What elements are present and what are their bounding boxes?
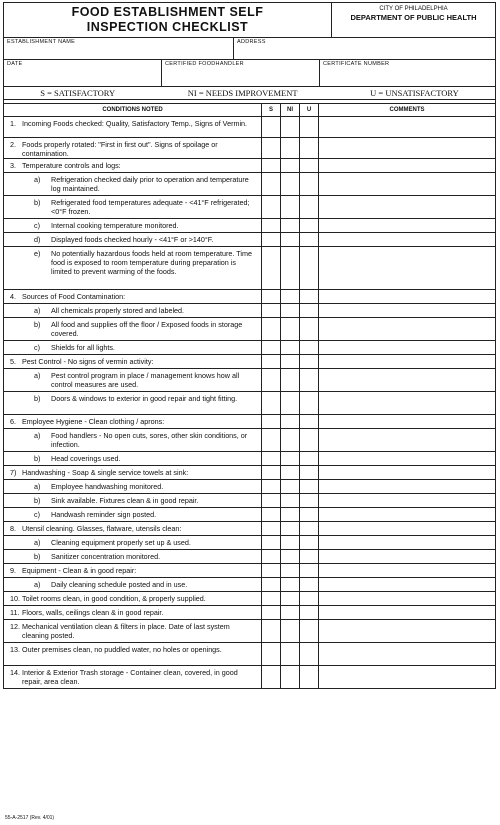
comments-cell[interactable] xyxy=(319,415,495,428)
item-number: 4. xyxy=(10,292,16,301)
u-checkbox[interactable] xyxy=(300,452,319,465)
item-number: b) xyxy=(34,496,41,505)
item-text: Pest Control - No signs of vermin activity: xyxy=(22,357,154,366)
s-checkbox[interactable] xyxy=(262,138,281,158)
item-number: 3. xyxy=(10,161,16,170)
item-number: a) xyxy=(34,371,41,380)
item-number: a) xyxy=(34,580,41,589)
establishment-row xyxy=(4,38,495,60)
ni-checkbox[interactable] xyxy=(281,233,300,246)
condition-cell xyxy=(4,159,262,172)
comments-cell[interactable] xyxy=(319,606,495,619)
checklist-row xyxy=(4,643,495,666)
item-text: Equipment - Clean & in good repair: xyxy=(22,566,137,575)
ni-checkbox[interactable] xyxy=(281,318,300,340)
condition-cell xyxy=(4,369,262,391)
item-number: 9. xyxy=(10,566,16,575)
condition-cell xyxy=(4,138,262,158)
condition-cell xyxy=(4,480,262,493)
u-checkbox[interactable] xyxy=(300,159,319,172)
ni-checkbox[interactable] xyxy=(281,480,300,493)
u-checkbox[interactable] xyxy=(300,606,319,619)
title-line-2: INSPECTION CHECKLIST xyxy=(86,20,249,34)
ni-checkbox[interactable] xyxy=(281,536,300,549)
comments-cell[interactable] xyxy=(319,304,495,317)
condition-cell xyxy=(4,494,262,507)
item-text: Handwash reminder sign posted. xyxy=(51,510,157,519)
s-checkbox[interactable] xyxy=(262,564,281,577)
u-header: U xyxy=(300,104,319,116)
comments-cell[interactable] xyxy=(319,173,495,195)
checklist-row xyxy=(4,341,495,355)
ni-checkbox[interactable] xyxy=(281,429,300,451)
condition-cell xyxy=(4,392,262,414)
comments-cell[interactable] xyxy=(319,117,495,137)
checklist-row xyxy=(4,429,495,452)
item-text: Interior & Exterior Trash storage - Container clean, covered, in good repair, area clean. xyxy=(22,668,238,686)
city-label: CITY OF PHILADELPHIA xyxy=(379,6,448,12)
item-text: Sanitizer concentration monitored. xyxy=(51,552,161,561)
s-checkbox[interactable] xyxy=(262,452,281,465)
comments-cell[interactable] xyxy=(319,620,495,642)
comments-header: COMMENTS xyxy=(389,107,425,113)
comments-cell[interactable] xyxy=(319,466,495,479)
item-number: 11. xyxy=(10,608,20,617)
item-number: e) xyxy=(34,249,41,258)
checklist-row xyxy=(4,392,495,415)
u-checkbox[interactable] xyxy=(300,247,319,289)
s-checkbox[interactable] xyxy=(262,666,281,688)
checklist-row xyxy=(4,304,495,318)
s-checkbox[interactable] xyxy=(262,592,281,605)
ni-checkbox[interactable] xyxy=(281,606,300,619)
u-checkbox[interactable] xyxy=(300,620,319,642)
comments-cell[interactable] xyxy=(319,138,495,158)
checklist-row xyxy=(4,159,495,173)
ni-checkbox[interactable] xyxy=(281,159,300,172)
item-text: Toilet rooms clean, in good condition, & properly supplied. xyxy=(22,594,206,603)
s-checkbox[interactable] xyxy=(262,536,281,549)
item-number: b) xyxy=(34,394,41,403)
item-text: Handwashing - Soap & single service towels at sink: xyxy=(22,468,189,477)
ni-checkbox[interactable] xyxy=(281,550,300,563)
item-number: 14. xyxy=(10,668,20,677)
s-checkbox[interactable] xyxy=(262,219,281,232)
item-number: a) xyxy=(34,482,41,491)
u-checkbox[interactable] xyxy=(300,173,319,195)
rating-legend xyxy=(4,87,495,100)
u-checkbox[interactable] xyxy=(300,536,319,549)
form-number: 55-A-2517 (Rev. 4/01) xyxy=(5,815,55,821)
ni-checkbox[interactable] xyxy=(281,466,300,479)
item-number: 5. xyxy=(10,357,16,366)
establishment-name-field[interactable]: ESTABLISHMENT NAME xyxy=(4,38,234,59)
checklist-row xyxy=(4,666,495,688)
condition-cell xyxy=(4,304,262,317)
s-checkbox[interactable] xyxy=(262,620,281,642)
condition-cell xyxy=(4,620,262,642)
comments-cell[interactable] xyxy=(319,392,495,414)
item-text: Sources of Food Contamination: xyxy=(22,292,126,301)
u-checkbox[interactable] xyxy=(300,138,319,158)
ni-checkbox[interactable] xyxy=(281,578,300,591)
column-headers xyxy=(4,104,495,117)
item-text: Mechanical ventilation clean & filters in place. Date of last system cleaning posted. xyxy=(22,622,230,640)
condition-cell xyxy=(4,466,262,479)
item-text: Utensil cleaning. Glasses, flatware, utensils clean: xyxy=(22,524,182,533)
s-checkbox[interactable] xyxy=(262,494,281,507)
ni-checkbox[interactable] xyxy=(281,369,300,391)
ni-checkbox[interactable] xyxy=(281,117,300,137)
s-checkbox[interactable] xyxy=(262,304,281,317)
condition-cell xyxy=(4,173,262,195)
condition-cell xyxy=(4,592,262,605)
comments-cell[interactable] xyxy=(319,452,495,465)
ni-header: NI xyxy=(281,104,300,116)
certificate-number-field[interactable]: CERTIFICATE NUMBER xyxy=(323,61,390,67)
comments-cell[interactable] xyxy=(319,341,495,354)
item-number: 1. xyxy=(10,119,16,128)
ni-checkbox[interactable] xyxy=(281,522,300,535)
item-text: Daily cleaning schedule posted and in use. xyxy=(51,580,188,589)
item-text: Floors, walls, ceilings clean & in good repair. xyxy=(22,608,164,617)
legend-unsatisfactory: U = UNSATISFACTORY xyxy=(370,88,459,98)
u-checkbox[interactable] xyxy=(300,304,319,317)
item-number: 10. xyxy=(10,594,20,603)
s-checkbox[interactable] xyxy=(262,429,281,451)
ni-checkbox[interactable] xyxy=(281,592,300,605)
checklist-row xyxy=(4,138,495,159)
item-text: Food handlers - No open cuts, sores, other skin conditions, or infection. xyxy=(51,431,248,449)
item-text: No potentially hazardous foods held at room temperature. Time food is exposed to room temperature during preparation is limited to prevent warming of the foods. xyxy=(51,249,252,276)
condition-cell xyxy=(4,117,262,137)
u-checkbox[interactable] xyxy=(300,643,319,665)
address-field[interactable]: ADDRESS xyxy=(237,39,266,45)
u-checkbox[interactable] xyxy=(300,564,319,577)
date-row xyxy=(4,60,495,87)
ni-checkbox[interactable] xyxy=(281,564,300,577)
item-number: b) xyxy=(34,552,41,561)
condition-cell xyxy=(4,666,262,688)
u-checkbox[interactable] xyxy=(300,318,319,340)
item-number: 12. xyxy=(10,622,20,631)
item-number: d) xyxy=(34,235,41,244)
s-checkbox[interactable] xyxy=(262,117,281,137)
condition-cell xyxy=(4,508,262,521)
checklist-row xyxy=(4,173,495,196)
item-number: c) xyxy=(34,221,40,230)
conditions-header: CONDITIONS NOTED xyxy=(4,104,262,116)
comments-cell[interactable] xyxy=(319,355,495,368)
comments-cell[interactable] xyxy=(319,219,495,232)
condition-cell xyxy=(4,606,262,619)
item-number: b) xyxy=(34,454,41,463)
ni-checkbox[interactable] xyxy=(281,138,300,158)
s-checkbox[interactable] xyxy=(262,415,281,428)
u-checkbox[interactable] xyxy=(300,117,319,137)
item-number: 2. xyxy=(10,140,16,149)
ni-checkbox[interactable] xyxy=(281,494,300,507)
condition-cell xyxy=(4,429,262,451)
item-number: 13. xyxy=(10,645,20,654)
item-text: Outer premises clean, no puddled water, no holes or openings. xyxy=(22,645,222,654)
condition-cell xyxy=(4,415,262,428)
u-checkbox[interactable] xyxy=(300,494,319,507)
checklist-row xyxy=(4,369,495,392)
condition-cell xyxy=(4,550,262,563)
checklist-row xyxy=(4,247,495,290)
comments-cell[interactable] xyxy=(319,480,495,493)
u-checkbox[interactable] xyxy=(300,369,319,391)
checklist-row xyxy=(4,620,495,643)
legend-satisfactory: S = SATISFACTORY xyxy=(40,88,116,98)
u-checkbox[interactable] xyxy=(300,666,319,688)
u-checkbox[interactable] xyxy=(300,480,319,493)
item-number: 7) xyxy=(10,468,17,477)
item-text: Foods properly rotated: "First in first out". Signs of spoilage or contamination. xyxy=(22,140,218,158)
u-checkbox[interactable] xyxy=(300,578,319,591)
checklist-row xyxy=(4,233,495,247)
item-number: 6. xyxy=(10,417,16,426)
u-checkbox[interactable] xyxy=(300,466,319,479)
checklist-row xyxy=(4,578,495,592)
ni-checkbox[interactable] xyxy=(281,643,300,665)
checklist-row xyxy=(4,592,495,606)
s-checkbox[interactable] xyxy=(262,341,281,354)
checklist-row xyxy=(4,415,495,429)
comments-cell[interactable] xyxy=(319,536,495,549)
item-text: Incoming Foods checked: Quality, Satisfactory Temp., Signs of Vermin. xyxy=(22,119,248,128)
item-text: Head coverings used. xyxy=(51,454,121,463)
s-checkbox[interactable] xyxy=(262,466,281,479)
item-text: Internal cooking temperature monitored. xyxy=(51,221,179,230)
item-number: a) xyxy=(34,306,41,315)
condition-cell xyxy=(4,219,262,232)
comments-cell[interactable] xyxy=(319,508,495,521)
title-line-1: FOOD ESTABLISHMENT SELF xyxy=(71,5,264,19)
checklist-row xyxy=(4,508,495,522)
s-checkbox[interactable] xyxy=(262,392,281,414)
item-number: a) xyxy=(34,175,41,184)
ni-checkbox[interactable] xyxy=(281,620,300,642)
s-checkbox[interactable] xyxy=(262,508,281,521)
item-text: All chemicals properly stored and labeled. xyxy=(51,306,185,315)
comments-cell[interactable] xyxy=(319,643,495,665)
s-checkbox[interactable] xyxy=(262,173,281,195)
item-text: Displayed foods checked hourly - <41°F or >140°F. xyxy=(51,235,214,244)
s-checkbox[interactable] xyxy=(262,550,281,563)
comments-cell[interactable] xyxy=(319,550,495,563)
s-checkbox[interactable] xyxy=(262,369,281,391)
s-checkbox[interactable] xyxy=(262,318,281,340)
ni-checkbox[interactable] xyxy=(281,452,300,465)
s-checkbox[interactable] xyxy=(262,247,281,289)
condition-cell xyxy=(4,643,262,665)
ni-checkbox[interactable] xyxy=(281,341,300,354)
item-text: Pest control program in place / management knows how all control measures are used. xyxy=(51,371,240,389)
s-checkbox[interactable] xyxy=(262,522,281,535)
comments-cell[interactable] xyxy=(319,429,495,451)
comments-cell[interactable] xyxy=(319,522,495,535)
s-checkbox[interactable] xyxy=(262,290,281,303)
condition-cell xyxy=(4,318,262,340)
condition-cell xyxy=(4,341,262,354)
u-checkbox[interactable] xyxy=(300,592,319,605)
s-checkbox[interactable] xyxy=(262,606,281,619)
condition-cell xyxy=(4,452,262,465)
u-checkbox[interactable] xyxy=(300,355,319,368)
checklist-row xyxy=(4,494,495,508)
ni-checkbox[interactable] xyxy=(281,173,300,195)
checklist-row xyxy=(4,318,495,341)
ni-checkbox[interactable] xyxy=(281,219,300,232)
comments-cell[interactable] xyxy=(319,247,495,289)
item-number: a) xyxy=(34,431,41,440)
s-header: S xyxy=(262,104,281,116)
form-title xyxy=(4,3,332,37)
date-field[interactable]: DATE xyxy=(4,60,162,86)
condition-cell xyxy=(4,564,262,577)
s-checkbox[interactable] xyxy=(262,355,281,368)
item-text: Sink available. Fixtures clean & in good repair. xyxy=(51,496,199,505)
item-number: a) xyxy=(34,538,41,547)
condition-cell xyxy=(4,196,262,218)
ni-checkbox[interactable] xyxy=(281,355,300,368)
s-checkbox[interactable] xyxy=(262,480,281,493)
u-checkbox[interactable] xyxy=(300,392,319,414)
u-checkbox[interactable] xyxy=(300,196,319,218)
ni-checkbox[interactable] xyxy=(281,304,300,317)
condition-cell xyxy=(4,522,262,535)
u-checkbox[interactable] xyxy=(300,341,319,354)
ni-checkbox[interactable] xyxy=(281,196,300,218)
u-checkbox[interactable] xyxy=(300,219,319,232)
checklist-row xyxy=(4,480,495,494)
checklist-row xyxy=(4,606,495,620)
s-checkbox[interactable] xyxy=(262,233,281,246)
certified-foodhandler-field[interactable]: CERTIFIED FOODHANDLER xyxy=(162,60,320,86)
item-text: Shields for all lights. xyxy=(51,343,115,352)
comments-cell[interactable] xyxy=(319,666,495,688)
checklist-row xyxy=(4,452,495,466)
checklist-row xyxy=(4,219,495,233)
item-text: Temperature controls and logs: xyxy=(22,161,121,170)
u-checkbox[interactable] xyxy=(300,233,319,246)
condition-cell xyxy=(4,247,262,289)
comments-cell[interactable] xyxy=(319,564,495,577)
item-text: Doors & windows to exterior in good repair and tight fitting. xyxy=(51,394,238,403)
u-checkbox[interactable] xyxy=(300,522,319,535)
checklist-items xyxy=(4,117,495,688)
item-text: All food and supplies off the floor / Exposed foods in storage covered. xyxy=(51,320,243,338)
condition-cell xyxy=(4,536,262,549)
item-number: c) xyxy=(34,510,40,519)
u-checkbox[interactable] xyxy=(300,508,319,521)
condition-cell xyxy=(4,290,262,303)
item-number: 8. xyxy=(10,524,16,533)
checklist-row xyxy=(4,290,495,304)
item-text: Employee Hygiene - Clean clothing / aprons: xyxy=(22,417,165,426)
u-checkbox[interactable] xyxy=(300,415,319,428)
s-checkbox[interactable] xyxy=(262,578,281,591)
checklist-row xyxy=(4,355,495,369)
comments-cell[interactable] xyxy=(319,233,495,246)
s-checkbox[interactable] xyxy=(262,196,281,218)
checklist-row xyxy=(4,550,495,564)
checklist-row xyxy=(4,522,495,536)
comments-cell[interactable] xyxy=(319,196,495,218)
checklist-row xyxy=(4,466,495,480)
ni-checkbox[interactable] xyxy=(281,392,300,414)
ni-checkbox[interactable] xyxy=(281,290,300,303)
comments-cell[interactable] xyxy=(319,494,495,507)
department-box xyxy=(332,3,495,37)
item-text: Refrigeration checked daily prior to operation and temperature log maintained. xyxy=(51,175,249,193)
checklist-row xyxy=(4,536,495,550)
u-checkbox[interactable] xyxy=(300,550,319,563)
u-checkbox[interactable] xyxy=(300,290,319,303)
s-checkbox[interactable] xyxy=(262,643,281,665)
item-number: b) xyxy=(34,320,41,329)
inspection-form xyxy=(3,2,496,689)
legend-needs-improvement: NI = NEEDS IMPROVEMENT xyxy=(187,88,298,98)
u-checkbox[interactable] xyxy=(300,429,319,451)
comments-cell[interactable] xyxy=(319,578,495,591)
comments-cell[interactable] xyxy=(319,318,495,340)
checklist-row xyxy=(4,564,495,578)
ni-checkbox[interactable] xyxy=(281,247,300,289)
item-number: b) xyxy=(34,198,41,207)
item-text: Cleaning equipment properly set up & used. xyxy=(51,538,191,547)
checklist-row xyxy=(4,117,495,138)
condition-cell xyxy=(4,578,262,591)
form-header xyxy=(4,3,495,38)
condition-cell xyxy=(4,233,262,246)
ni-checkbox[interactable] xyxy=(281,415,300,428)
ni-checkbox[interactable] xyxy=(281,508,300,521)
comments-cell[interactable] xyxy=(319,159,495,172)
item-text: Refrigerated food temperatures adequate - <41°F refrigerated; <0°F frozen. xyxy=(51,198,250,216)
checklist-row xyxy=(4,196,495,219)
condition-cell xyxy=(4,355,262,368)
item-text: Employee handwashing monitored. xyxy=(51,482,164,491)
s-checkbox[interactable] xyxy=(262,159,281,172)
comments-cell[interactable] xyxy=(319,290,495,303)
comments-cell[interactable] xyxy=(319,592,495,605)
department-label: DEPARTMENT OF PUBLIC HEALTH xyxy=(350,13,477,22)
ni-checkbox[interactable] xyxy=(281,666,300,688)
item-number: c) xyxy=(34,343,40,352)
comments-cell[interactable] xyxy=(319,369,495,391)
